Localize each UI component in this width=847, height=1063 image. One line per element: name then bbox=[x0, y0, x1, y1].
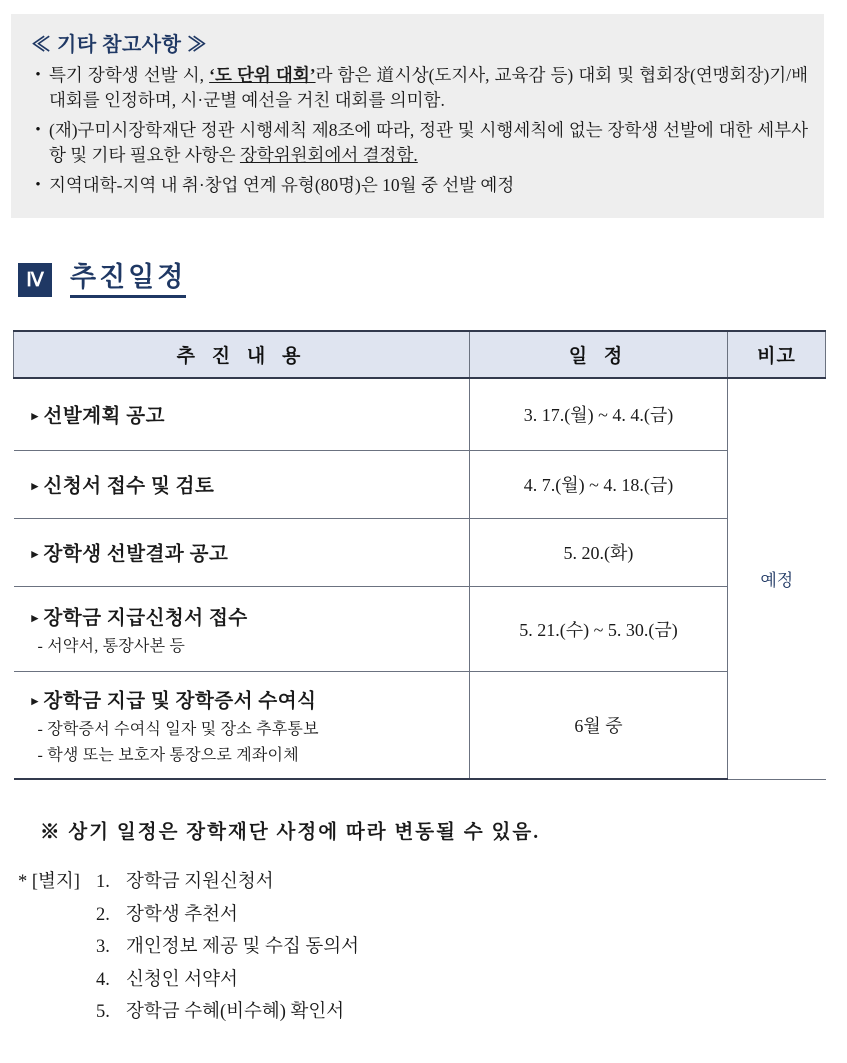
attachment-number: 1. bbox=[96, 872, 110, 892]
asterisk-icon: * bbox=[18, 872, 28, 892]
cell-content bbox=[14, 450, 470, 518]
table-header-row bbox=[14, 331, 826, 378]
triangle-bullet-icon: ▸ bbox=[31, 478, 39, 493]
attachment-number: 4. bbox=[96, 969, 110, 990]
table-row bbox=[14, 518, 826, 586]
list-item bbox=[27, 118, 808, 169]
list-item bbox=[18, 938, 359, 957]
row-title-text: 장학금 지급신청서 접수 bbox=[43, 607, 248, 629]
list-item bbox=[18, 1003, 359, 1022]
attachment-number: 5. bbox=[96, 1002, 110, 1022]
table-row bbox=[14, 378, 826, 450]
bullet-icon: • bbox=[35, 121, 41, 138]
list-item bbox=[18, 906, 359, 925]
row-title bbox=[32, 685, 470, 713]
note-segment-emphasis: 장학위원회에서 결정함. bbox=[239, 145, 418, 166]
table-row bbox=[14, 586, 826, 671]
cell-date: 6월 중 bbox=[470, 671, 728, 779]
row-title-text: 선발계획 공고 bbox=[43, 406, 165, 428]
column-header-date: 일 정 bbox=[470, 331, 728, 378]
cell-date: 3. 17.(월) ~ 4. 4.(금) bbox=[470, 378, 728, 450]
attachment-label-text: [별지] bbox=[31, 872, 80, 892]
cell-date: 4. 7.(월) ~ 4. 18.(금) bbox=[470, 450, 728, 518]
notes-title: ≪ 기타 참고사항 ≫ bbox=[31, 34, 208, 56]
note-segment: 특기 장학생 선발 시, bbox=[49, 65, 210, 85]
column-header-note: 비고 bbox=[728, 331, 826, 378]
row-title bbox=[32, 538, 470, 566]
row-subtext: - 장학증서 수여식 일자 및 장소 추후통보 bbox=[37, 720, 319, 738]
cell-date: 5. 21.(수) ~ 5. 30.(금) bbox=[470, 586, 728, 671]
triangle-bullet-icon: ▸ bbox=[31, 692, 39, 708]
row-subtext: - 학생 또는 보호자 통장으로 계좌이체 bbox=[37, 746, 299, 764]
cell-note: 예정 bbox=[728, 378, 826, 779]
notes-box bbox=[11, 14, 824, 218]
schedule-footnote: ※ 상기 일정은 장학재단 사정에 따라 변동될 수 있음. bbox=[40, 822, 541, 843]
note-segment: 라 함은 道시상(도지사, 교육감 등) 대회 및 협회장(연맹회장)기/배 대회를 인정하며, 시·군별 예선을 거친 대회를 의미함. bbox=[49, 65, 808, 111]
triangle-bullet-icon: ▸ bbox=[31, 609, 39, 625]
cell-date: 5. 20.(화) bbox=[470, 518, 728, 586]
table-row bbox=[14, 671, 826, 779]
schedule-table bbox=[13, 330, 826, 780]
row-title bbox=[32, 400, 470, 428]
row-title bbox=[32, 602, 470, 630]
table-row bbox=[14, 450, 826, 518]
attachment-text: 장학금 지원신청서 bbox=[126, 872, 274, 892]
cell-content bbox=[14, 586, 470, 671]
triangle-bullet-icon: ▸ bbox=[31, 546, 39, 561]
attachment-text: 신청인 서약서 bbox=[126, 969, 238, 990]
note-text bbox=[49, 63, 808, 114]
list-item bbox=[18, 971, 359, 990]
list-item bbox=[27, 173, 808, 198]
row-title-text: 신청서 접수 및 검토 bbox=[43, 476, 215, 497]
notes-list bbox=[27, 63, 808, 198]
row-title-text: 장학생 선발결과 공고 bbox=[43, 544, 229, 565]
cell-content bbox=[14, 671, 470, 779]
section-heading bbox=[18, 262, 186, 298]
row-subtext: - 서약서, 통장사본 등 bbox=[37, 637, 186, 655]
note-text bbox=[49, 118, 808, 169]
list-item bbox=[18, 873, 359, 892]
row-title-text: 장학금 지급 및 장학증서 수여식 bbox=[43, 690, 317, 712]
list-item bbox=[27, 63, 808, 114]
cell-content bbox=[14, 518, 470, 586]
note-text: 지역대학-지역 내 취·창업 연계 유형(80명)은 10월 중 선발 예정 bbox=[49, 174, 515, 195]
section-number-badge: Ⅳ bbox=[18, 263, 52, 297]
column-header-content: 추 진 내 용 bbox=[14, 331, 470, 378]
attachments-list bbox=[18, 873, 359, 1036]
attachment-text: 장학금 수혜(비수혜) 확인서 bbox=[126, 1002, 345, 1022]
attachment-label bbox=[18, 873, 96, 892]
bullet-icon: • bbox=[35, 67, 41, 83]
row-title bbox=[32, 470, 470, 498]
triangle-bullet-icon: ▸ bbox=[31, 408, 39, 424]
cell-content bbox=[14, 378, 470, 450]
attachment-number: 2. bbox=[96, 904, 110, 925]
page-title: 추진일정 bbox=[70, 262, 186, 298]
attachment-number: 3. bbox=[96, 937, 110, 957]
note-segment-emphasis: ‘도 단위 대회’ bbox=[209, 65, 316, 85]
note-segment: (재)구미시장학재단 정관 시행세칙 제8조에 따라, 정관 및 시행세칙에 없는 장학생 선발에 대한 세부사항 및 기타 필요한 사항은 bbox=[49, 119, 808, 166]
attachment-text: 장학생 추천서 bbox=[126, 904, 238, 925]
bullet-icon: • bbox=[35, 176, 41, 193]
attachment-text: 개인정보 제공 및 수집 동의서 bbox=[126, 937, 359, 957]
